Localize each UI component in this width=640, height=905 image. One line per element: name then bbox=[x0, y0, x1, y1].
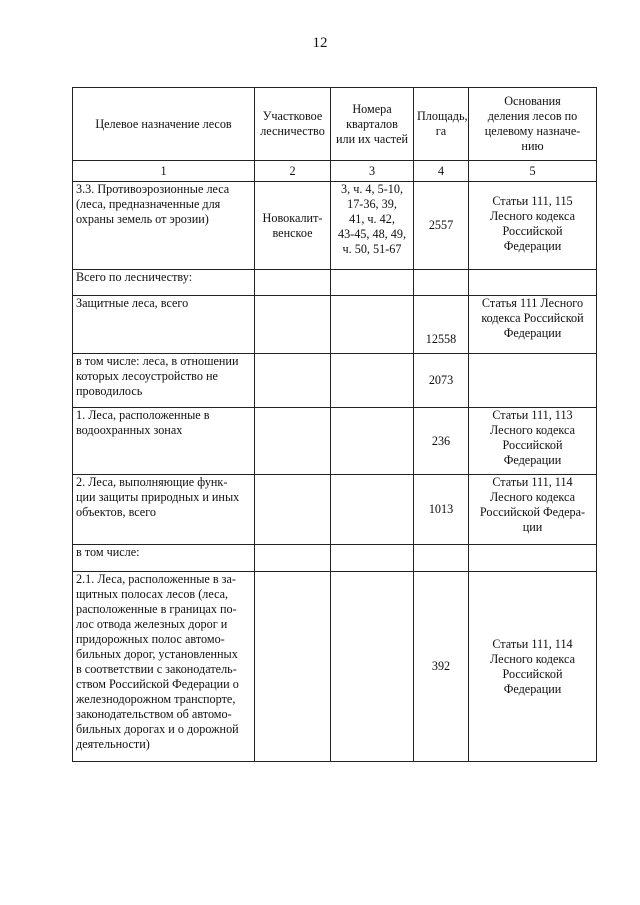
column-number: 5 bbox=[469, 161, 597, 182]
table-row bbox=[73, 354, 597, 408]
row-forestry bbox=[255, 475, 331, 545]
header-purpose: Целевое назначение лесов bbox=[73, 88, 255, 161]
row-purpose: 2. Леса, выполняющие функ- ции защиты природных и иных объектов, всего bbox=[73, 475, 255, 545]
table-row bbox=[73, 182, 597, 270]
row-quarters bbox=[331, 408, 414, 475]
column-number: 2 bbox=[255, 161, 331, 182]
row-basis: Статьи 111, 113 Лесного кодекса Российской Федерации bbox=[469, 408, 597, 475]
row-forestry: Новокалит- венское bbox=[255, 182, 331, 270]
row-purpose: в том числе: bbox=[73, 545, 255, 572]
column-number: 3 bbox=[331, 161, 414, 182]
row-basis: Статья 111 Лесного кодекса Российской Федерации bbox=[469, 296, 597, 354]
row-area: 392 bbox=[414, 572, 469, 762]
forest-purpose-table bbox=[72, 87, 597, 762]
row-forestry bbox=[255, 296, 331, 354]
table-row bbox=[73, 545, 597, 572]
table-row bbox=[73, 408, 597, 475]
row-area: 1013 bbox=[414, 475, 469, 545]
row-forestry bbox=[255, 408, 331, 475]
table-header-row bbox=[73, 88, 597, 161]
row-quarters bbox=[331, 572, 414, 762]
row-area bbox=[414, 270, 469, 296]
row-quarters bbox=[331, 270, 414, 296]
row-purpose: Защитные леса, всего bbox=[73, 296, 255, 354]
row-quarters bbox=[331, 296, 414, 354]
row-purpose: в том числе: леса, в отношении которых лесоустройство не проводилось bbox=[73, 354, 255, 408]
page-number: 12 bbox=[312, 35, 328, 51]
row-purpose: 2.1. Леса, расположенные в за- щитных полосах лесов (леса, расположенные в границах по- лос отвода железных дорог и придорожных полос автомо- бильных дорог, установленных в соответствии с законодатель- ством Российской Федерации о железнодорожном транспорте, законодательством об автомо- бильных дорогах и о дорожной деятельности) bbox=[73, 572, 255, 762]
row-area: 2557 bbox=[414, 182, 469, 270]
header-forestry: Участковое лесничество bbox=[255, 88, 331, 161]
row-area: 2073 bbox=[414, 354, 469, 408]
column-number: 4 bbox=[414, 161, 469, 182]
table-row bbox=[73, 475, 597, 545]
row-purpose: Всего по лесничеству: bbox=[73, 270, 255, 296]
row-quarters: 3, ч. 4, 5-10, 17-36, 39, 41, ч. 42, 43-45, 48, 49, ч. 50, 51-67 bbox=[331, 182, 414, 270]
row-quarters bbox=[331, 545, 414, 572]
row-forestry bbox=[255, 572, 331, 762]
table-row bbox=[73, 572, 597, 762]
row-basis bbox=[469, 270, 597, 296]
row-forestry bbox=[255, 270, 331, 296]
row-area: 236 bbox=[414, 408, 469, 475]
row-basis: Статьи 111, 115 Лесного кодекса Российской Федерации bbox=[469, 182, 597, 270]
column-number: 1 bbox=[73, 161, 255, 182]
header-quarters: Номера кварталов или их частей bbox=[331, 88, 414, 161]
row-area bbox=[414, 545, 469, 572]
row-basis bbox=[469, 354, 597, 408]
header-area: Площадь, га bbox=[414, 88, 469, 161]
row-area: 12558 bbox=[414, 296, 469, 354]
row-quarters bbox=[331, 354, 414, 408]
row-quarters bbox=[331, 475, 414, 545]
table-row bbox=[73, 296, 597, 354]
row-forestry bbox=[255, 354, 331, 408]
row-basis: Статьи 111, 114 Лесного кодекса Российской Федерации bbox=[469, 572, 597, 762]
header-basis: Основания деления лесов по целевому назначе- нию bbox=[469, 88, 597, 161]
table-row bbox=[73, 270, 597, 296]
row-forestry bbox=[255, 545, 331, 572]
row-basis bbox=[469, 545, 597, 572]
row-purpose: 1. Леса, расположенные в водоохранных зонах bbox=[73, 408, 255, 475]
row-basis: Статьи 111, 114 Лесного кодекса Российской Федера- ции bbox=[469, 475, 597, 545]
row-purpose: 3.3. Противоэрозионные леса (леса, предназначенные для охраны земель от эрозии) bbox=[73, 182, 255, 270]
column-number-row bbox=[73, 161, 597, 182]
